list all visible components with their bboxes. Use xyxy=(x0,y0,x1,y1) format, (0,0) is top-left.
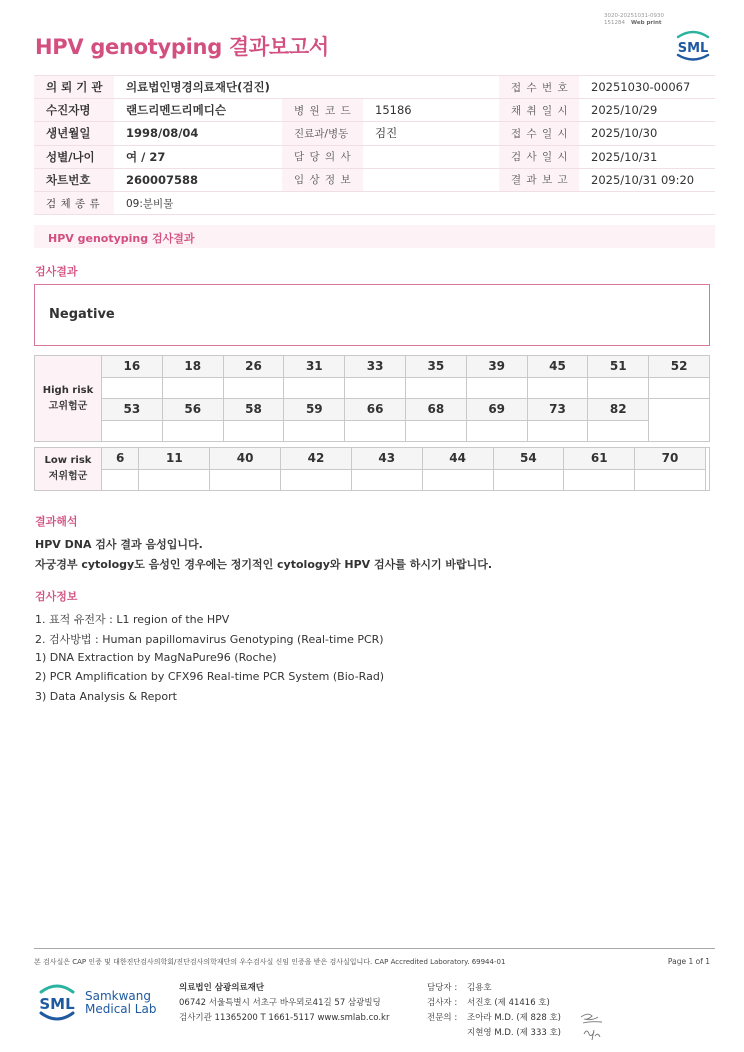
info-row xyxy=(34,168,715,191)
info-row xyxy=(34,145,715,168)
high-risk-row-1-results xyxy=(35,377,710,399)
label-hospital-code: 병 원 코 드 xyxy=(282,99,363,122)
logo-bottom-text: SML xyxy=(39,995,75,1013)
genotype-cell: 70 xyxy=(635,448,706,470)
label-clinical-info: 임 상 정 보 xyxy=(282,168,363,191)
sml-logo-icon xyxy=(673,28,713,62)
value-receipt-date: 2025/10/30 xyxy=(579,122,715,145)
label-doctor: 담 당 의 사 xyxy=(282,145,363,168)
footer-divider xyxy=(34,948,715,949)
result-cell xyxy=(527,377,588,399)
genotype-cell: 39 xyxy=(466,356,527,378)
result-cell xyxy=(649,377,710,399)
label-test-date: 검 사 일 시 xyxy=(499,145,579,168)
value-department: 검진 xyxy=(363,122,499,145)
genotype-cell: 68 xyxy=(405,399,466,421)
genotype-cell: 82 xyxy=(588,399,649,421)
label-birth-date: 생년월일 xyxy=(34,122,114,145)
empty-cell xyxy=(649,399,710,442)
organization-info: 의료법인 삼광의료재단 06742 서울특별시 서초구 바우뫼로41길 57 삼광빌딩 검사기관 11365200 T 1661-5117 www.smlab.co.kr xyxy=(179,983,390,1023)
info-row xyxy=(34,122,715,145)
staff-row: 전문의 : 조아라 M.D. (제 828 호) xyxy=(427,1013,562,1023)
accreditation-note: 본 검사실은 CAP 인증 및 대한진단검사의학회/진단검사의학재단의 우수검사실 신임 인증을 받은 검사실입니다. CAP Accredited Laboratory. 69944-01 xyxy=(34,958,506,966)
genotype-cell: 43 xyxy=(351,448,422,470)
staff-row: 지현영 M.D. (제 333 호) xyxy=(467,1028,562,1038)
label-report-date: 결 과 보 고 xyxy=(499,168,579,191)
genotype-cell: 53 xyxy=(102,399,163,421)
interpretation-line: HPV DNA 검사 결과 음성입니다. xyxy=(35,538,203,551)
value-doctor xyxy=(363,145,499,168)
test-info-line: 1) DNA Extraction by MagNaPure96 (Roche) xyxy=(35,651,277,664)
patient-info-table xyxy=(34,75,715,215)
interpretation-heading: 결과해석 xyxy=(35,515,78,528)
genotype-cell: 16 xyxy=(102,356,163,378)
test-info-line: 3) Data Analysis & Report xyxy=(35,690,177,703)
label-sex-age: 성별/나이 xyxy=(34,145,114,168)
value-receipt-no: 20251030-00067 xyxy=(579,76,715,99)
empty-cell xyxy=(705,448,709,491)
value-sex-age: 여 / 27 xyxy=(114,145,282,168)
label-receipt-date: 접 수 일 시 xyxy=(499,122,579,145)
result-cell xyxy=(162,377,223,399)
result-cell xyxy=(466,377,527,399)
test-info-line: 2. 검사방법 : Human papillomavirus Genotyping (Real-time PCR) xyxy=(35,633,384,646)
result-cell xyxy=(345,377,406,399)
label-chart-no: 차트번호 xyxy=(34,168,114,191)
value-hospital-code: 15186 xyxy=(363,99,499,122)
result-cell xyxy=(588,420,649,442)
value-patient-name: 랜드리멘드리메디슨 xyxy=(114,99,282,122)
genotype-cell: 45 xyxy=(527,356,588,378)
info-row xyxy=(34,191,715,214)
genotype-cell: 33 xyxy=(345,356,406,378)
logo-top-text: SML xyxy=(677,41,709,56)
label-specimen: 검 체 종 류 xyxy=(34,191,114,214)
genotype-cell: 44 xyxy=(422,448,493,470)
genotype-cell: 66 xyxy=(345,399,406,421)
genotype-cell: 42 xyxy=(281,448,352,470)
genotype-cell: 40 xyxy=(210,448,281,470)
genotype-cell: 11 xyxy=(139,448,210,470)
result-value: Negative xyxy=(49,307,115,322)
genotype-cell: 56 xyxy=(162,399,223,421)
low-risk-row-numbers xyxy=(35,448,710,470)
value-clinical-info xyxy=(363,168,499,191)
staff-row: 담당자 : 김용호 xyxy=(427,983,492,993)
result-cell xyxy=(564,469,635,491)
result-box xyxy=(34,284,710,346)
high-risk-table xyxy=(34,355,710,442)
result-cell xyxy=(281,469,352,491)
genotype-cell: 61 xyxy=(564,448,635,470)
value-specimen: 09:분비물 xyxy=(114,191,715,214)
info-row xyxy=(34,99,715,122)
value-report-date: 2025/10/31 09:20 xyxy=(579,168,715,191)
result-cell xyxy=(422,469,493,491)
result-cell xyxy=(466,420,527,442)
report-title: HPV genotyping 결과보고서 xyxy=(35,35,329,59)
result-cell xyxy=(493,469,564,491)
test-info-line: 1. 표적 유전자 : L1 region of the HPV xyxy=(35,613,230,626)
genotype-cell: 51 xyxy=(588,356,649,378)
result-cell xyxy=(351,469,422,491)
label-collection-date: 채 취 일 시 xyxy=(499,99,579,122)
high-risk-row-1-numbers xyxy=(35,356,710,378)
test-info-line: 2) PCR Amplification by CFX96 Real-time PCR System (Bio-Rad) xyxy=(35,670,385,683)
report-code: 3020-20251031-0930 151284 Web print xyxy=(604,13,664,26)
label-receipt-no: 접 수 번 호 xyxy=(499,76,579,99)
lab-name: Samkwang Medical Lab xyxy=(85,989,157,1016)
signature-icon xyxy=(578,1010,606,1042)
low-risk-row-results xyxy=(35,469,710,491)
genotype-cell: 52 xyxy=(649,356,710,378)
section-title: HPV genotyping 검사결과 xyxy=(48,232,195,245)
value-collection-date: 2025/10/29 xyxy=(579,99,715,122)
high-risk-row-2-results xyxy=(35,420,710,442)
test-info-heading: 검사정보 xyxy=(35,590,78,603)
result-cell xyxy=(405,377,466,399)
staff-info xyxy=(427,981,561,1041)
result-cell xyxy=(345,420,406,442)
result-cell xyxy=(405,420,466,442)
value-birth-date: 1998/08/04 xyxy=(114,122,282,145)
result-cell xyxy=(102,377,163,399)
result-cell xyxy=(223,420,284,442)
result-cell xyxy=(284,377,345,399)
page-number: Page 1 of 1 xyxy=(667,957,710,966)
label-patient-name: 수진자명 xyxy=(34,99,114,122)
sml-logo-icon xyxy=(37,980,77,1024)
label-department: 진료과/병동 xyxy=(282,122,363,145)
genotype-cell: 59 xyxy=(284,399,345,421)
interpretation-line: 자궁경부 cytology도 음성인 경우에는 정기적인 cytology와 HPV 검사를 하시기 바랍니다. xyxy=(35,558,493,571)
value-test-date: 2025/10/31 xyxy=(579,145,715,168)
genotype-cell: 31 xyxy=(284,356,345,378)
genotype-cell: 58 xyxy=(223,399,284,421)
result-cell xyxy=(527,420,588,442)
low-risk-label: Low risk 저위험군 xyxy=(35,448,102,491)
result-cell xyxy=(162,420,223,442)
result-cell xyxy=(210,469,281,491)
genotype-cell: 6 xyxy=(102,448,139,470)
high-risk-row-2-numbers xyxy=(35,399,710,421)
result-cell xyxy=(284,420,345,442)
result-cell xyxy=(588,377,649,399)
value-chart-no: 260007588 xyxy=(114,168,282,191)
label-institution: 의 뢰 기 관 xyxy=(34,76,114,99)
high-risk-label: High risk 고위험군 xyxy=(35,356,102,442)
result-heading: 검사결과 xyxy=(35,265,78,278)
genotype-cell: 18 xyxy=(162,356,223,378)
result-cell xyxy=(139,469,210,491)
result-cell xyxy=(102,469,139,491)
result-cell xyxy=(635,469,706,491)
genotype-cell: 26 xyxy=(223,356,284,378)
genotype-cell: 73 xyxy=(527,399,588,421)
genotype-cell: 54 xyxy=(493,448,564,470)
staff-row: 검사자 : 서진호 (제 41416 호) xyxy=(427,998,550,1008)
section-bar xyxy=(34,225,715,248)
info-row xyxy=(34,76,715,99)
low-risk-table xyxy=(34,447,710,491)
value-institution: 의료법인명경의료재단(검진) xyxy=(114,76,499,99)
result-cell xyxy=(223,377,284,399)
genotype-cell: 69 xyxy=(466,399,527,421)
genotype-cell: 35 xyxy=(405,356,466,378)
result-cell xyxy=(102,420,163,442)
